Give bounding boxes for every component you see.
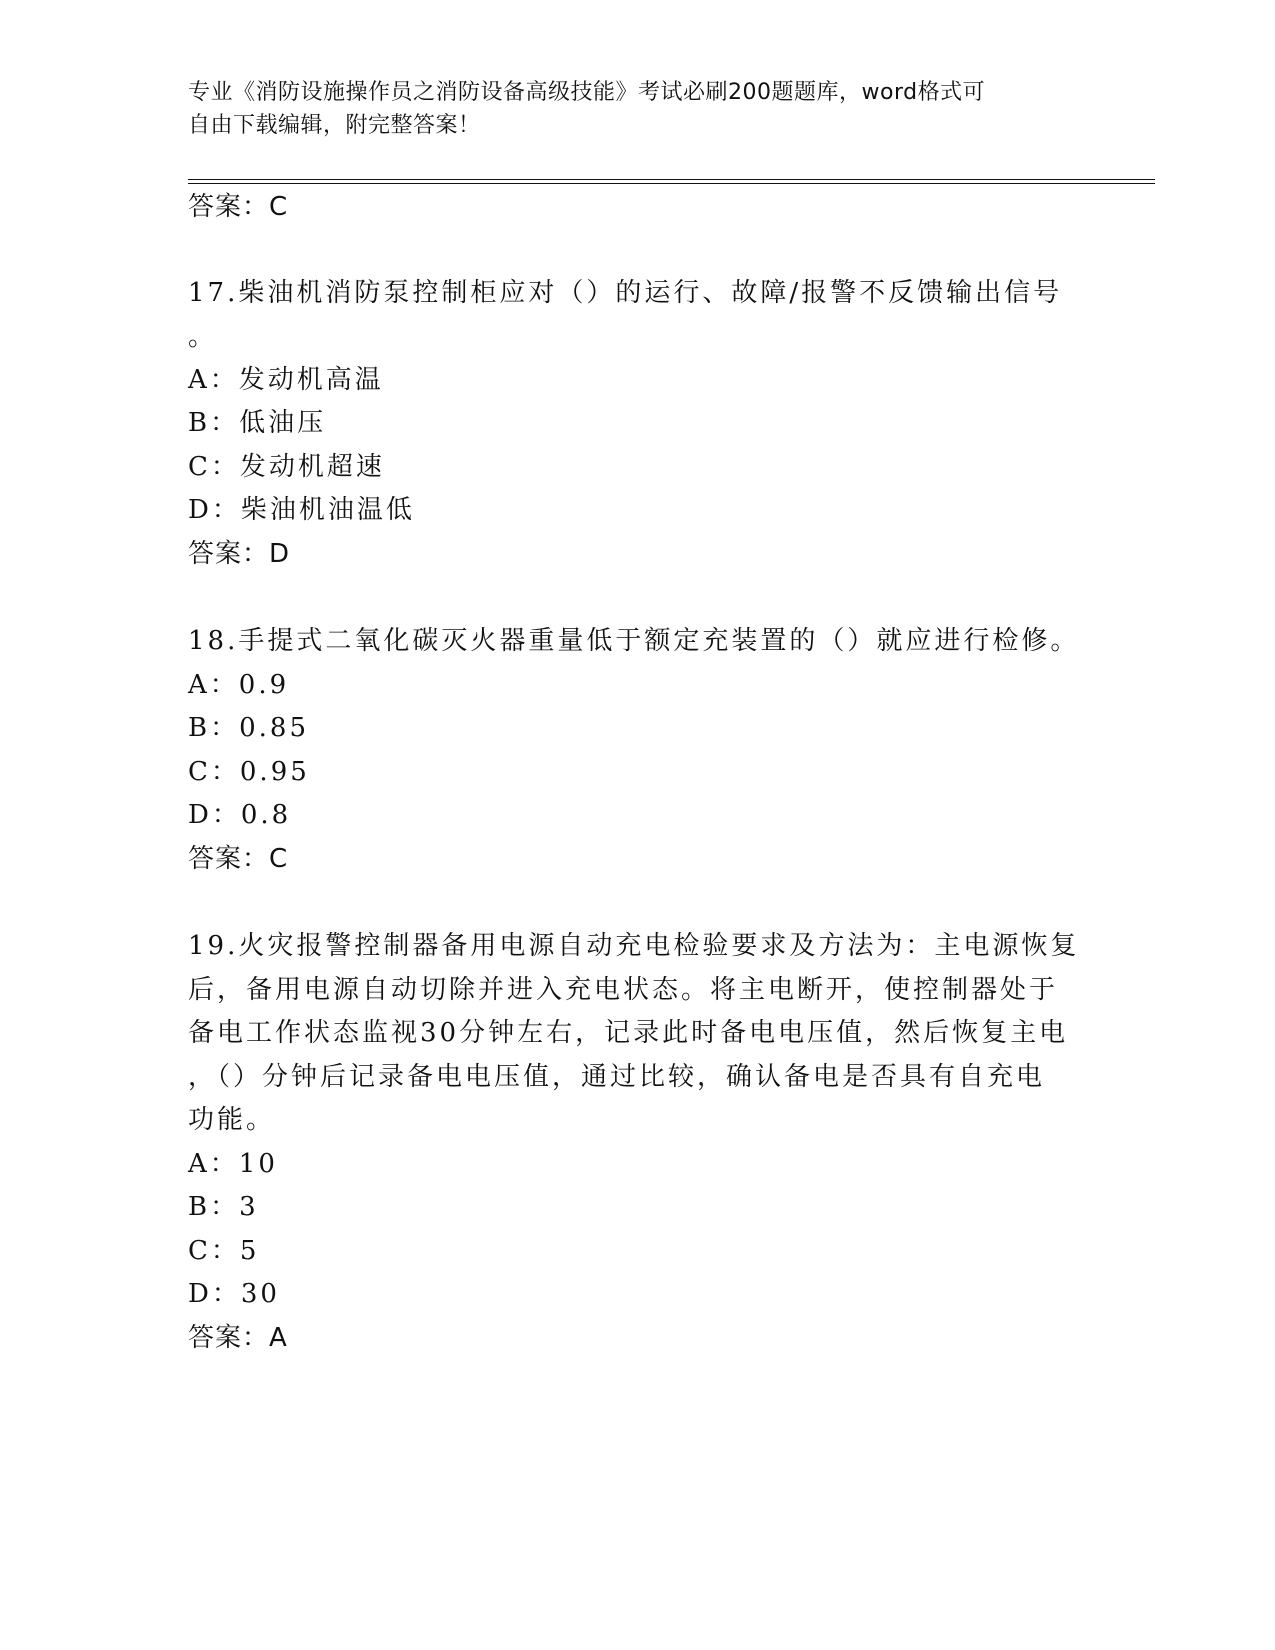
q18-option-a: A：0.9	[188, 670, 290, 700]
q18-option-d: D：0.8	[188, 800, 292, 830]
answer-16: 答案：C	[188, 192, 289, 222]
question-19-text-5: 功能。	[188, 1105, 276, 1135]
question-19-text-2: 后，备用电源自动切除并进入充电状态。将主电断开，使控制器处于	[188, 975, 1059, 1005]
q18-option-b: B：0.85	[188, 713, 309, 743]
question-17-text: 17.柴油机消防泵控制柜应对（）的运行、故障/报警不反馈输出信号	[188, 278, 1063, 308]
answer-19: 答案：A	[188, 1323, 288, 1353]
q18-option-c: C：0.95	[188, 757, 310, 787]
q19-option-d: D：30	[188, 1279, 280, 1309]
header-line-2: 自由下载编辑，附完整答案！	[188, 113, 481, 138]
q19-option-a: A：10	[188, 1149, 278, 1179]
question-19-text-1: 19.火灾报警控制器备用电源自动充电检验要求及方法为：主电源恢复	[188, 931, 1080, 961]
q19-option-b: B：3	[188, 1192, 259, 1222]
q17-option-a: A：发动机高温	[188, 365, 384, 395]
answer-18: 答案：C	[188, 844, 289, 874]
q17-option-c: C：发动机超速	[188, 452, 385, 482]
question-19-text-3: 备电工作状态监视30分钟左右，记录此时备电电压值，然后恢复主电	[188, 1018, 1069, 1048]
question-17-text-cont: 。	[188, 322, 218, 352]
q19-option-c: C：5	[188, 1236, 260, 1266]
question-18-text: 18.手提式二氧化碳灭火器重量低于额定充装置的（）就应进行检修。	[188, 626, 1080, 656]
header-line-1: 专业《消防设施操作员之消防设备高级技能》考试必刷200题题库，word格式可	[188, 80, 986, 105]
question-19-text-4: ，（）分钟后记录备电电压值，通过比较，确认备电是否具有自充电	[188, 1062, 1046, 1092]
q17-option-b: B：低油压	[188, 408, 327, 438]
document-header	[188, 76, 1068, 142]
answer-17: 答案：D	[188, 539, 291, 569]
q17-option-d: D：柴油机油温低	[188, 495, 415, 525]
header-divider	[188, 179, 1155, 184]
